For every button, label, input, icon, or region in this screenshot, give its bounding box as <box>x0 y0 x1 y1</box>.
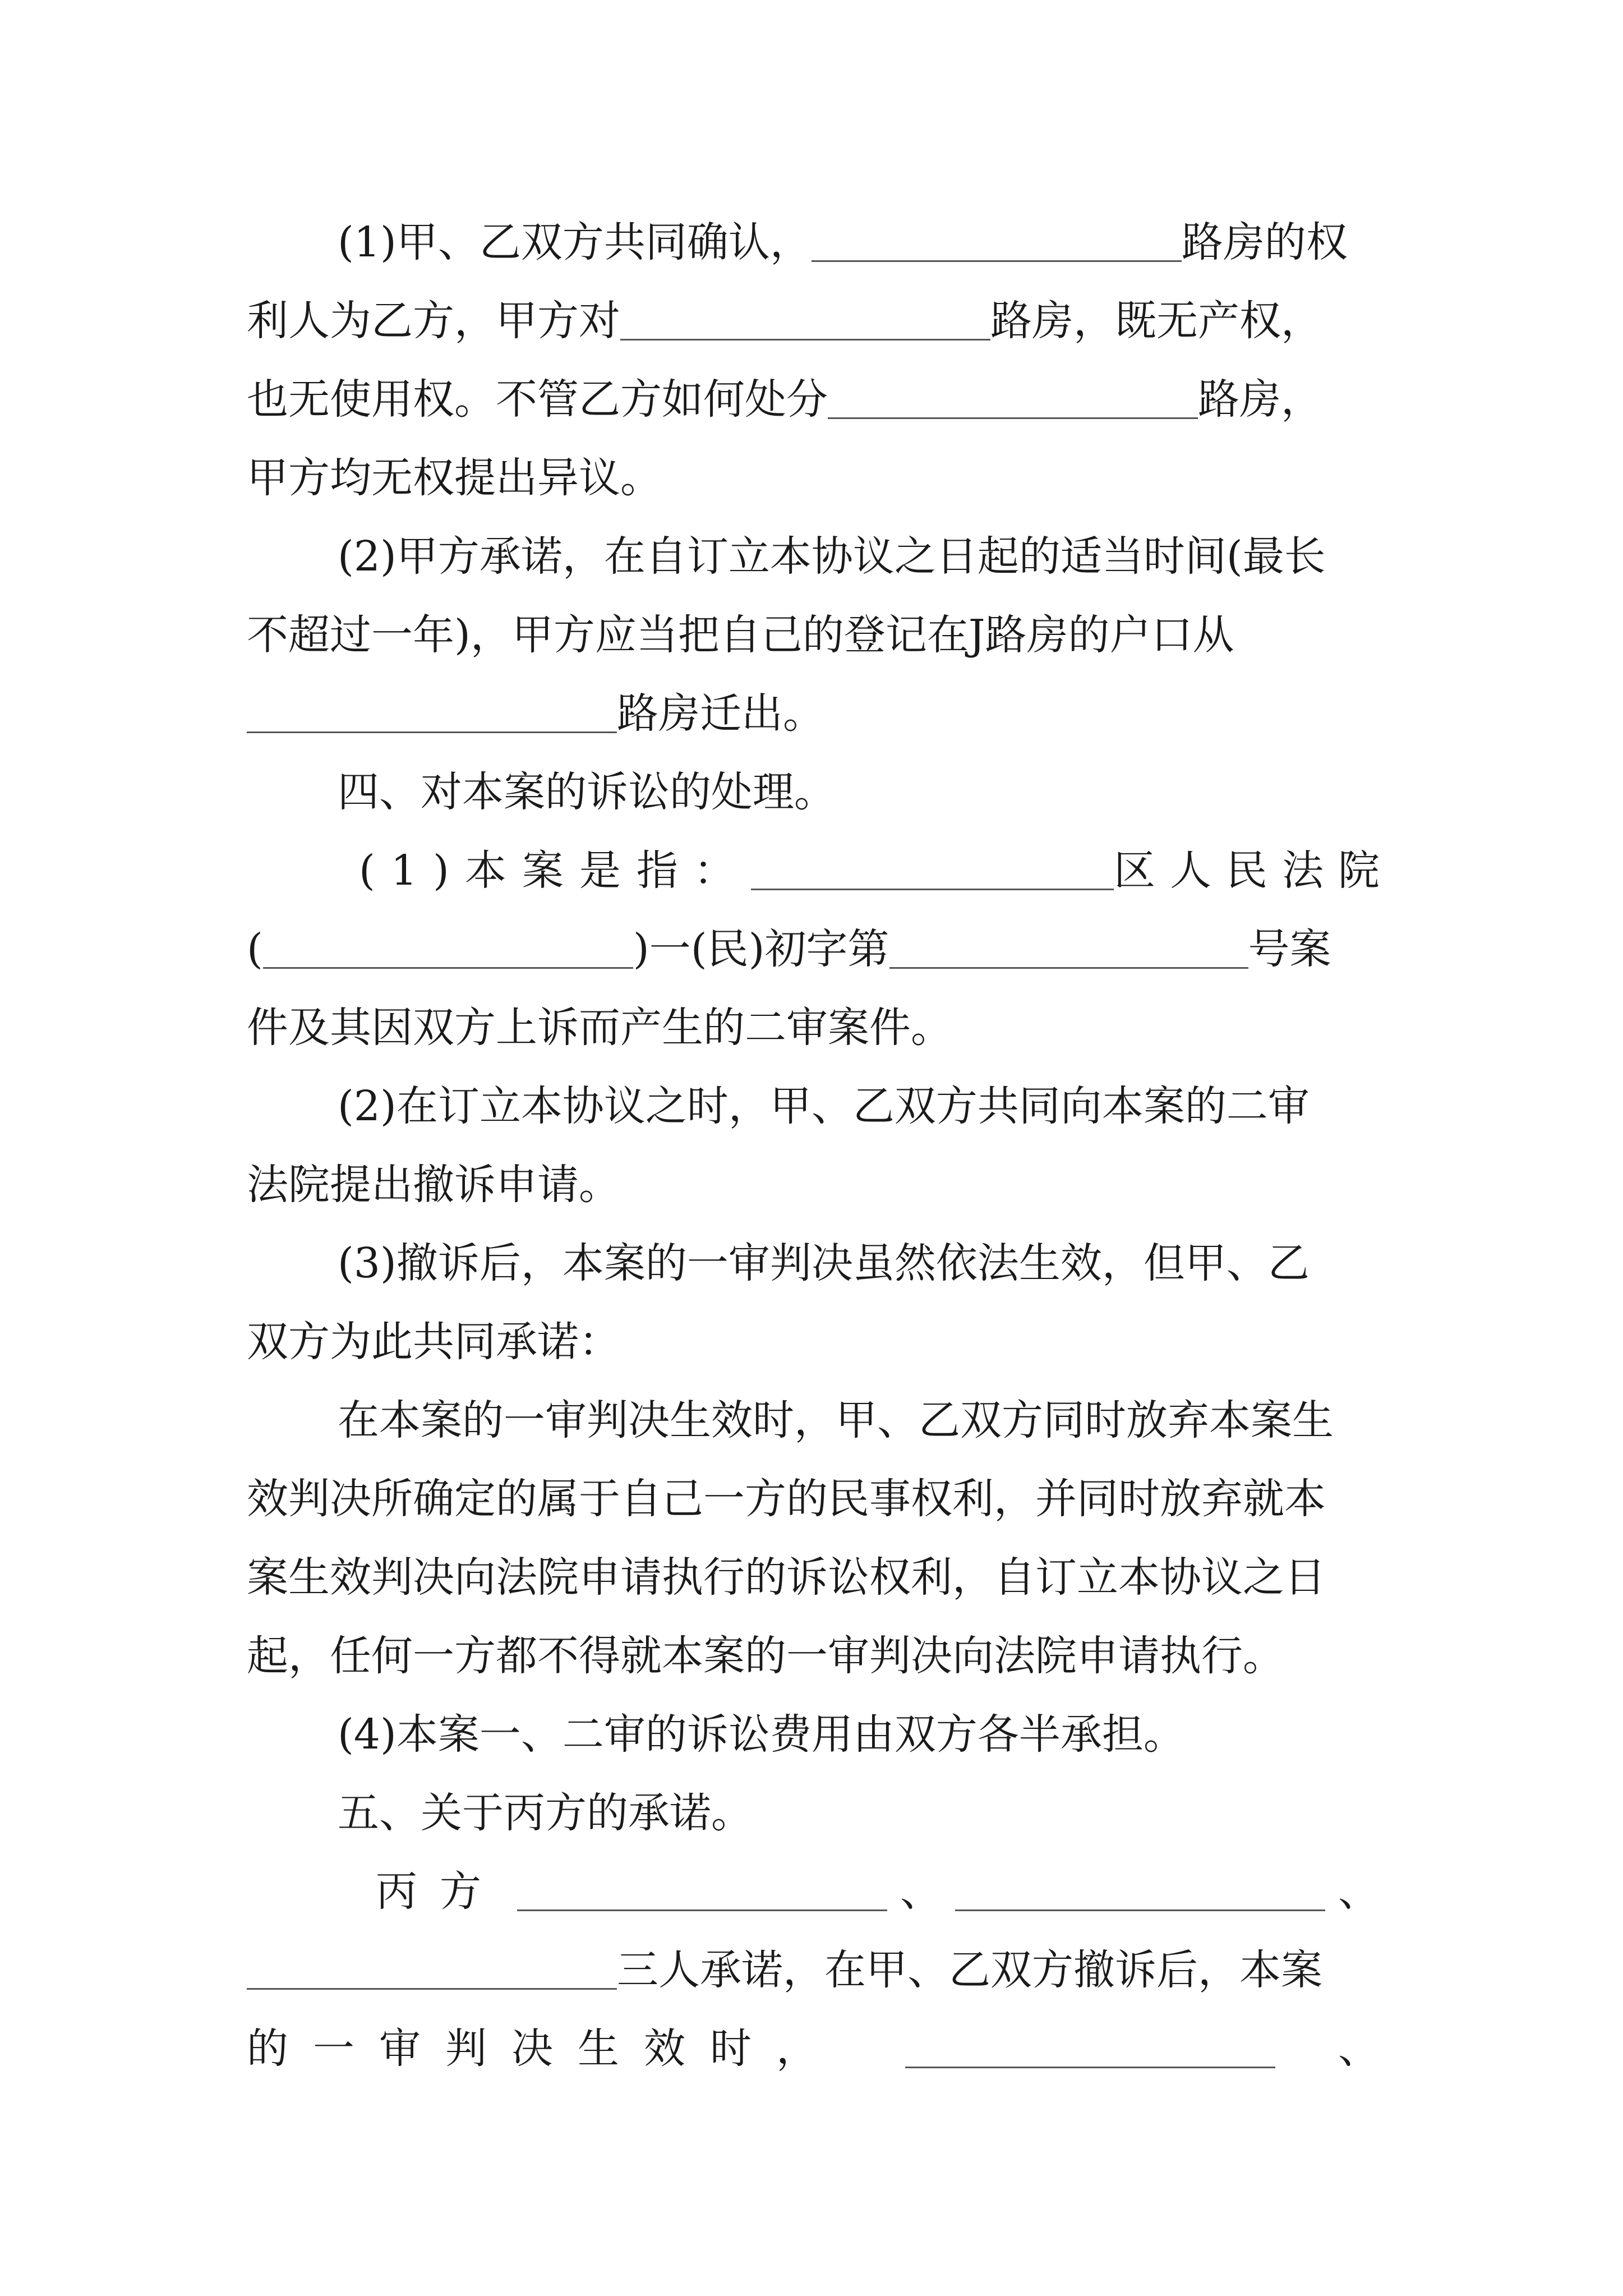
fill-blank <box>889 926 1248 969</box>
line-text: 四、对本案的诉讼的处理。 <box>338 768 836 816</box>
text-line <box>247 910 1380 988</box>
line-text: 法院提出撤诉申请。 <box>247 1161 620 1209</box>
text-line <box>247 831 1394 910</box>
line-text: ( <box>247 925 263 973</box>
fill-blank <box>247 1947 617 1990</box>
line-text: (1)甲、乙双方共同确认， <box>338 218 811 266</box>
text-line <box>247 1224 1380 1303</box>
fill-blank <box>620 297 990 341</box>
fill-blank <box>828 376 1198 419</box>
line-text: 效判决所确定的属于自己一方的民事权利，并同时放弃就本 <box>247 1475 1326 1523</box>
line-text: 起，任何一方都不得就本案的一审判决向法院申请执行。 <box>247 1632 1284 1680</box>
text-line <box>247 596 1380 674</box>
fill-blank <box>751 847 1114 890</box>
line-text: (2)在订立本协议之时，甲、乙双方共同向本案的二审 <box>338 1082 1310 1130</box>
fill-blank <box>247 690 617 733</box>
text-line <box>247 2009 1380 2088</box>
line-text: (4)本案一、二审的诉讼费用由双方各半承担。 <box>338 1710 1185 1759</box>
line-text: 甲方均无权提出异议。 <box>247 454 662 502</box>
fill-blank <box>955 1868 1325 1911</box>
line-text: 路房迁出。 <box>617 689 824 738</box>
line-text: (1)本案是指： <box>359 846 751 895</box>
line-text: 五、关于丙方的承诺。 <box>338 1789 753 1837</box>
line-text: 的一审判决生效时， <box>247 2024 842 2073</box>
fill-blank <box>517 1868 887 1911</box>
line-text: 双方为此共同承诺： <box>247 1318 620 1366</box>
text-line <box>247 674 1380 753</box>
line-text: 不超过一年)，甲方应当把自己的登记在J路房的户口从 <box>247 611 1234 659</box>
line-text: 、 <box>900 1867 942 1916</box>
section-heading <box>247 1774 1380 1852</box>
text-line <box>247 1303 1380 1381</box>
text-line <box>247 360 1380 439</box>
text-line <box>247 1931 1380 2009</box>
fill-blank <box>905 2025 1275 2068</box>
text-line <box>247 282 1380 360</box>
fill-blank <box>263 926 633 969</box>
line-text: 三人承诺，在甲、乙双方撤诉后，本案 <box>617 1946 1322 1994</box>
line-text: 号案 <box>1248 925 1331 973</box>
line-text: 路房，既无产权， <box>990 297 1322 345</box>
text-line <box>247 1695 1380 1774</box>
line-text: 也无使用权。不管乙方如何处分 <box>247 375 828 424</box>
text-line <box>247 1617 1380 1695</box>
text-line <box>247 1538 1380 1617</box>
line-text: 案生效判决向法院申请执行的诉讼权利，自订立本协议之日 <box>247 1553 1326 1602</box>
text-line <box>247 203 1380 282</box>
line-text: 件及其因双方上诉而产生的二审案件。 <box>247 1004 952 1052</box>
text-line <box>247 1067 1380 1145</box>
line-text: 路房的权 <box>1181 218 1348 266</box>
text-line <box>247 1381 1380 1460</box>
line-text: 区人民法院 <box>1114 846 1394 895</box>
line-text: 、 <box>1338 2024 1380 2073</box>
text-line <box>247 988 1380 1067</box>
text-line <box>247 517 1380 596</box>
fill-blank <box>811 219 1182 262</box>
line-text: 丙方 <box>376 1867 504 1916</box>
text-line <box>247 1460 1380 1538</box>
document-page <box>247 0 1394 2296</box>
line-text: (2)甲方承诺，在自订立本协议之日起的适当时间(最长 <box>338 532 1326 581</box>
section-heading <box>247 753 1380 831</box>
line-text: 在本案的一审判决生效时，甲、乙双方同时放弃本案生 <box>338 1396 1334 1444</box>
line-text: 路房， <box>1198 375 1322 424</box>
text-line <box>247 1852 1380 1931</box>
text-line <box>247 1145 1380 1224</box>
line-text: 、 <box>1338 1867 1380 1916</box>
line-text: )一(民)初字第 <box>633 925 889 973</box>
text-line <box>247 439 1380 517</box>
line-text: 利人为乙方，甲方对 <box>247 297 620 345</box>
line-text: (3)撤诉后，本案的一审判决虽然依法生效，但甲、乙 <box>338 1239 1310 1287</box>
